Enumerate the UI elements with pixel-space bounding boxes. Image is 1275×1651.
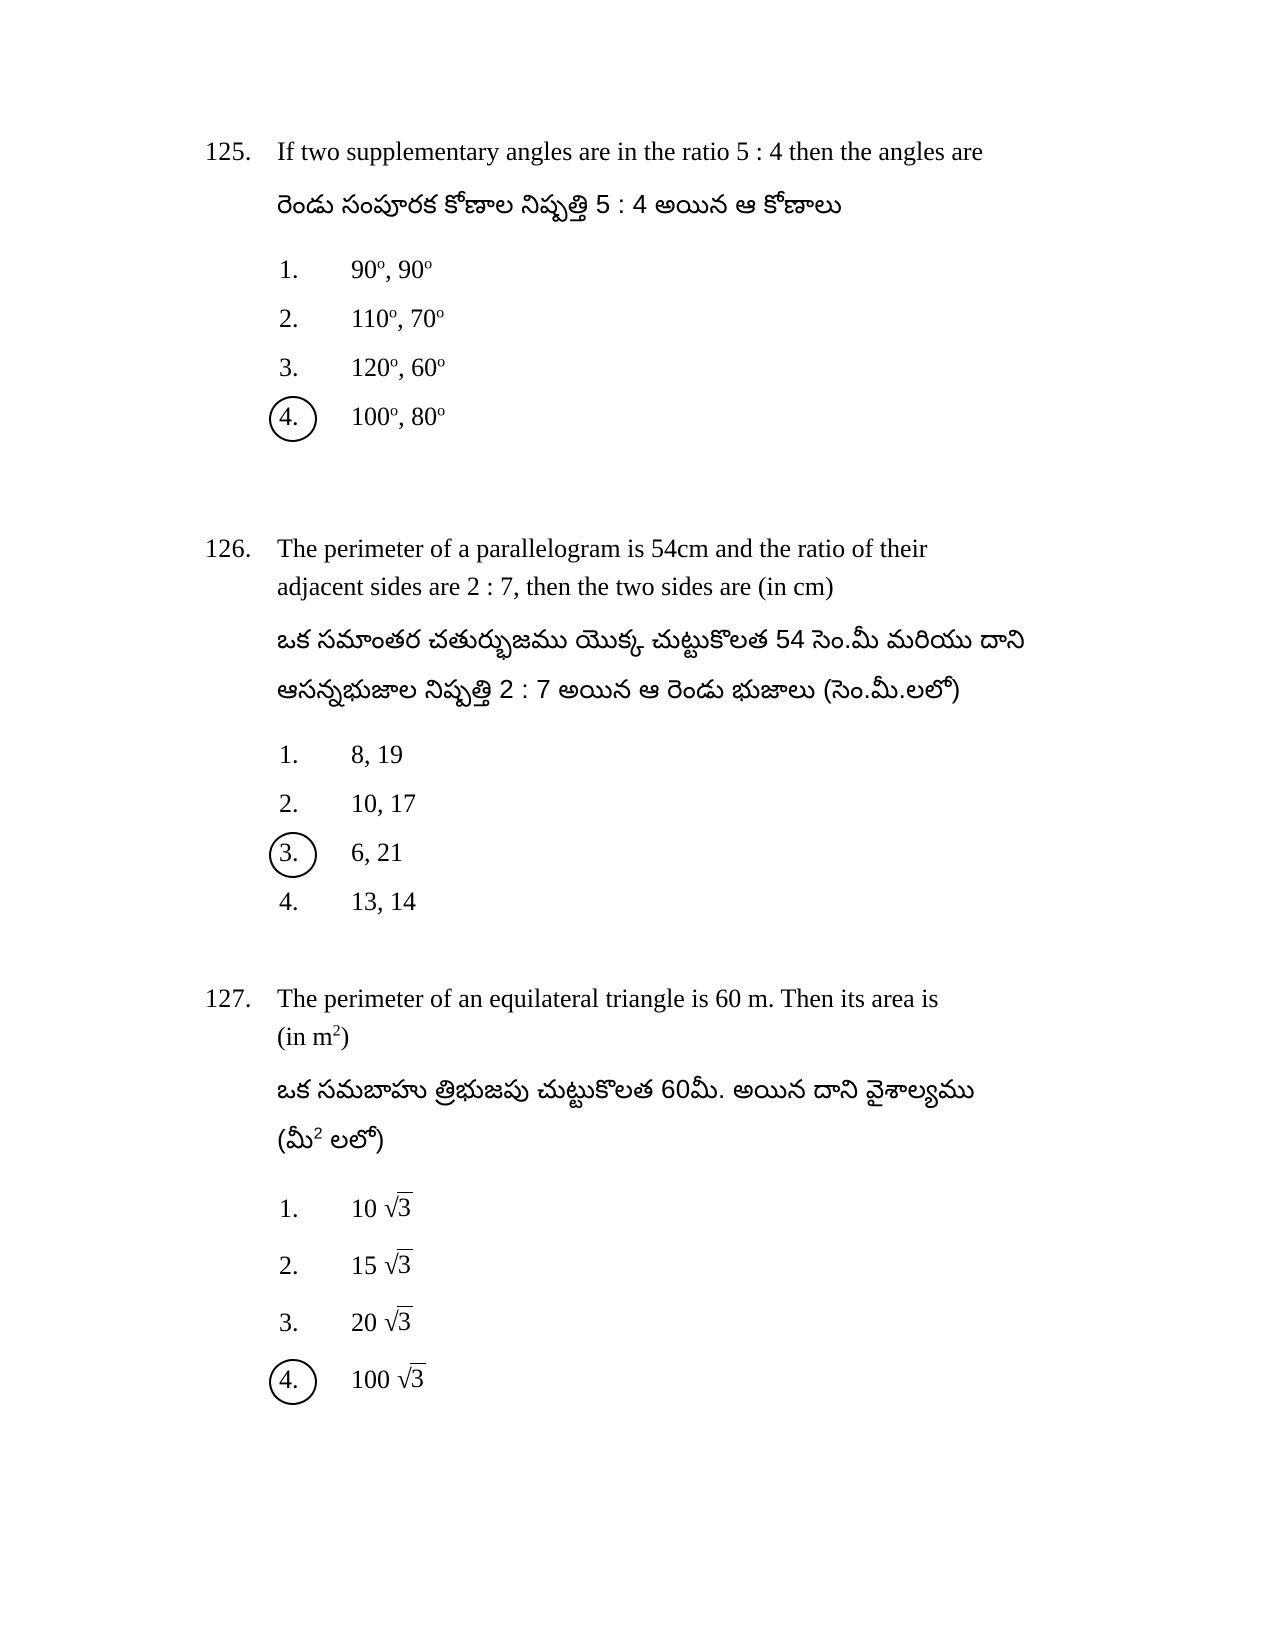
option-value-a: 90 (351, 254, 377, 284)
question-126 (205, 530, 1035, 926)
option-text: 13, 14 (351, 886, 416, 916)
option-value-a: 120 (351, 352, 390, 382)
option-row[interactable] (273, 245, 1035, 294)
degree-symbol: o (424, 254, 433, 272)
question-127-english-line2 (277, 1018, 1035, 1056)
coefficient: 10 (351, 1194, 377, 1223)
option-number: 1. (279, 739, 299, 769)
option-number: 2. (279, 788, 299, 818)
square-root-icon: √3 (384, 1307, 411, 1337)
option-row[interactable] (273, 730, 1035, 779)
superscript-two: 2 (313, 1124, 323, 1143)
option-text: 100$^o$, 80$^o$ (351, 401, 446, 431)
question-125-telugu: రెండు సంపూరక కోణాల నిష్పత్తి 5 : 4 అయిన ఆ కోణాలు (277, 189, 843, 219)
question-127 (205, 980, 1035, 1408)
option-row[interactable] (273, 1294, 1035, 1351)
option-number-wrap (273, 733, 351, 777)
question-127-header (205, 980, 1035, 1164)
question-125-options (273, 245, 1035, 441)
radicand: 3 (397, 1250, 411, 1279)
option-number: 1. (279, 1193, 299, 1223)
option-number-wrap (273, 1244, 351, 1288)
question-126-number: 126. (205, 534, 252, 563)
option-number-wrap (273, 1358, 351, 1402)
question-125-english: If two supplementary angles are in the ratio 5 : 4 then the angles are (277, 137, 984, 166)
superscript-two: 2 (332, 1022, 341, 1040)
degree-symbol: o (436, 303, 445, 321)
option-number-wrap (273, 346, 351, 390)
option-text: 90$^o$, 90$^o$ (351, 254, 433, 284)
question-127-number: 127. (205, 984, 252, 1013)
question-125-body (277, 133, 1035, 229)
degree-symbol: o (389, 303, 398, 321)
option-number: 4. (279, 886, 299, 916)
option-text: 8, 19 (351, 739, 403, 769)
option-row[interactable] (273, 877, 1035, 926)
question-127-telugu-line1: ఒక సమబాహు త్రిభుజపు చుట్టుకొలత 60మీ. అయిన దాని వైశాల్యము (277, 1074, 975, 1104)
option-row-selected[interactable] (273, 392, 1035, 441)
degree-symbol: o (437, 352, 446, 370)
degree-symbol: o (377, 254, 386, 272)
option-number-wrap (273, 248, 351, 292)
option-number-wrap (273, 1301, 351, 1345)
option-number: 1. (279, 254, 299, 284)
question-126-telugu-line2: ఆసన్నభుజాల నిష్పత్తి 2 : 7 అయిన ఆ రెండు భుజాలు (సెం.మీ.లలో) (277, 674, 961, 704)
option-text (351, 1193, 413, 1224)
coefficient: 15 (351, 1251, 377, 1280)
option-number: 3. (279, 1307, 299, 1337)
option-text: 110$^o$, 70$^o$ (351, 303, 445, 333)
radicand: 3 (410, 1364, 424, 1393)
degree-symbol: o (390, 401, 399, 419)
option-number-wrap (273, 395, 351, 439)
telugu-unit-suffix: లలో) (322, 1124, 385, 1154)
option-number: 3. (279, 837, 299, 867)
square-root-icon: √3 (397, 1364, 424, 1394)
question-126-header (205, 530, 1035, 714)
question-126-options (273, 730, 1035, 926)
option-number-wrap (273, 1187, 351, 1231)
option-text: 120$^o$, 60$^o$ (351, 352, 446, 382)
unit-suffix: ) (340, 1022, 350, 1051)
option-number: 2. (279, 1250, 299, 1280)
question-127-options (273, 1180, 1035, 1408)
coefficient: 20 (351, 1308, 377, 1337)
option-number-wrap (273, 297, 351, 341)
telugu-unit-prefix: (మీ (277, 1124, 314, 1154)
option-row[interactable] (273, 294, 1035, 343)
question-126-body (277, 530, 1035, 714)
option-value-a: 100 (351, 401, 390, 431)
option-row-selected[interactable] (273, 1351, 1035, 1408)
option-number: 3. (279, 352, 299, 382)
option-number-wrap (273, 880, 351, 924)
degree-symbol: o (437, 401, 446, 419)
question-126-english-line2: adjacent sides are 2 : 7, then the two sides are (in cm) (277, 572, 834, 601)
option-text (351, 1307, 413, 1338)
question-126-telugu-line1: ఒక సమాంతర చతుర్భుజము యొక్క చుట్టుకొలత 54 సెం.మీ మరియు దాని (277, 624, 1025, 654)
option-text (351, 1364, 426, 1395)
option-row-selected[interactable] (273, 828, 1035, 877)
option-row[interactable] (273, 1180, 1035, 1237)
option-text: 6, 21 (351, 837, 403, 867)
option-text (351, 1250, 413, 1281)
square-root-icon: √3 (384, 1250, 411, 1280)
option-number: 4. (279, 401, 299, 431)
coefficient: 100 (351, 1365, 390, 1394)
option-value-b: 90 (398, 254, 425, 284)
question-127-telugu-line2 (277, 1114, 1035, 1164)
option-row[interactable] (273, 343, 1035, 392)
question-125-header (205, 133, 1035, 229)
question-126-english-line1: The perimeter of a parallelogram is 54cm and the ratio of their (277, 534, 928, 563)
degree-symbol: o (390, 352, 399, 370)
option-value-a: 110 (351, 303, 390, 333)
option-value-b: 80 (411, 401, 438, 431)
option-row[interactable] (273, 1237, 1035, 1294)
square-root-icon: √3 (384, 1193, 411, 1223)
option-number-wrap (273, 782, 351, 826)
radicand: 3 (397, 1193, 411, 1222)
option-number-wrap (273, 831, 351, 875)
question-127-body (277, 980, 1035, 1164)
option-number: 4. (279, 1364, 299, 1394)
option-value-b: 70 (410, 303, 437, 333)
option-row[interactable] (273, 779, 1035, 828)
question-125 (205, 133, 1035, 441)
option-text: 10, 17 (351, 788, 416, 818)
radicand: 3 (397, 1307, 411, 1336)
option-number: 2. (279, 303, 299, 333)
question-127-english-line1: The perimeter of an equilateral triangle is 60 m. Then its area is (277, 984, 939, 1013)
unit-prefix: (in m (277, 1022, 333, 1051)
question-125-number: 125. (205, 137, 252, 166)
option-value-b: 60 (411, 352, 438, 382)
